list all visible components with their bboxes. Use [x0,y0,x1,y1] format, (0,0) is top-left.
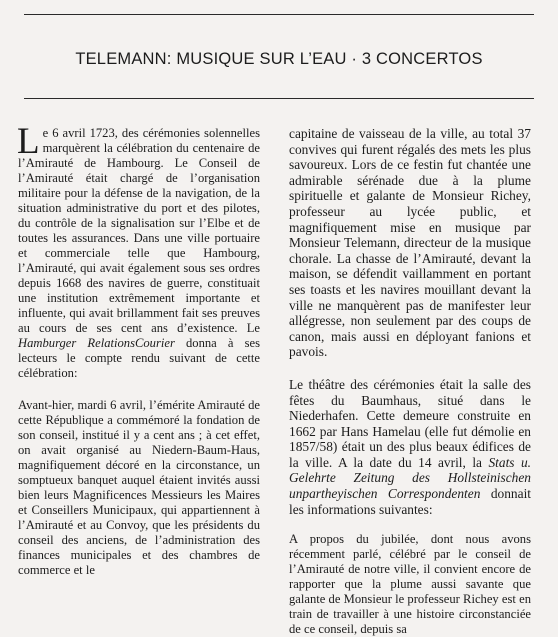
intro-text-b: donna à ses lecteurs le compte rendu suivant de cette célébration: [18,336,260,380]
right-column [289,126,531,637]
body-text-b: donnait les informations suivantes: [289,486,532,517]
top-rule [24,14,534,15]
quote-paragraph: Avant-hier, mardi 6 avril, l’émérite Amirauté de cette République a commémoré la fondation de son conseil, institué il y a cent ans ; à cet effet, on avait organisé au Niedern-Baum-Haus, magnifiquement décoré en la circonstance, un somptueux banquet auquel étaient invités aussi bien leurs Magnificences Messieurs les Maires et Conseillers Municipaux, qui appartiennent à l’Amirauté et au Convoy, que les présidents du conseil des anciens, de l’administration des finances municipales et des chambres de commerce et le [18,398,260,577]
newspaper-title: Hamburger RelationsCourier [18,336,175,350]
body-paragraph [289,377,531,517]
title-rule [24,98,534,99]
quote-continuation: capitaine de vaisseau de la ville, au total 37 convives qui furent régalés des mets les plus savoureux. Lors de ce festin fut chantée une admirable sérénade due à la plume spirituelle et galante de Monsieur Richey, professeur au lycée public, et magnifiquement mise en musique par Monsieur Telemann, directeur de la musique chorale. La chasse de l’Amirauté, devant la maison, se défendit vaillamment en portant ses toasts et les navires mouillant devant la ville ne manquèrent pas de manifester leur allégresse, non seulement par des coups de canon, mais aussi en déployant fanions et pavois. [289,126,531,360]
left-column [17,121,260,578]
body-text-a: Le théâtre des cérémonies était la salle des fêtes du Baumhaus, situé dans le Niederhafen. Cette demeure construite en 1662 par Hans Hamelau (elle fut démolie en 1857/58) était un des plus beaux édifices de la ville. A la date du 14 avril, la [289,376,531,470]
page-title: TELEMANN: MUSIQUE SUR L’EAU · 3 CONCERTOS [75,50,483,68]
intro-paragraph [17,121,260,381]
second-quote-paragraph: A propos du jubilée, dont nous avons récemment parlé, célébré par le conseil de l’Amirauté de notre ville, il convient encore de rapporter que la plume aussi savante que galante de Monsieur le professeur Richey est en train de travailler à une histoire circonstanciée de ce conseil, depuis sa [289,532,531,637]
intro-text-a: e 6 avril 1723, des cérémonies solennelles marquèrent la célébration du centenaire de l’Amirauté de Hambourg. Le Conseil de l’Amirauté était chargé de l’organisation militaire pour la défense de la navigation, de la situation administrative du port et des pilotes, du contrôle de la signalisation sur l’Elbe et de toutes les assurances. Dans une ville portuaire et commerciale telle que Hambourg, l’Amirauté, qui avait également sous ses ordres depuis 1668 des navires de guerre, constituait une institution extrêmement importante et influente, qui avait brillamment fait ses preuves au cours de ses cent ans d’existence. Le [18,126,260,335]
drop-cap: L [17,121,40,162]
gazette-title: Stats u. Gelehrte Zeitung des Hollsteinischen unpartheyischen Correspondenten [289,454,531,502]
